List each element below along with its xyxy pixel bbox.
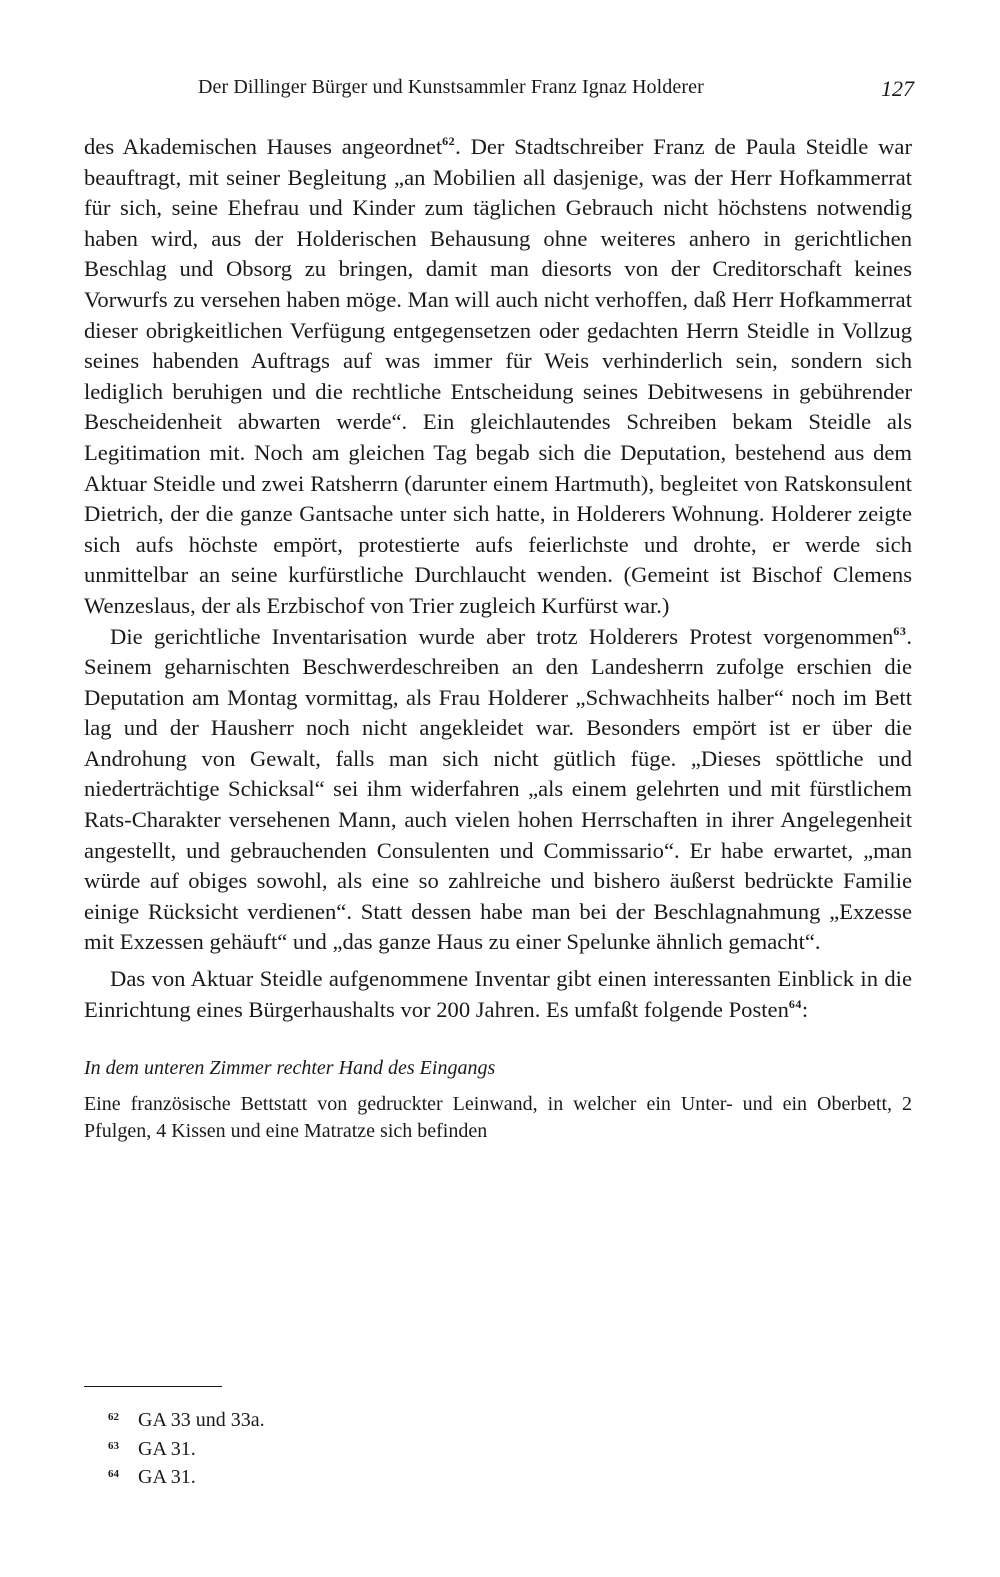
footnote-62	[108, 1408, 265, 1437]
footnote-text: GA 33 und 33a.	[138, 1409, 265, 1431]
footnote-text: GA 31.	[138, 1466, 196, 1488]
footnote-63	[108, 1437, 265, 1466]
footnote-text: GA 31.	[138, 1437, 196, 1460]
inventory-item: Eine französische Bettstatt von gedruckter Leinwand, in welcher ein Unter- und ein Oberbett, 2 Pfulgen, 4 Kissen und eine Matratze sich befinden	[84, 1093, 912, 1143]
footnote-mark: 62	[108, 1411, 119, 1423]
page-number: 127	[881, 76, 914, 101]
running-header	[84, 76, 914, 108]
body-text	[84, 132, 912, 1145]
footnote-divider	[84, 1386, 222, 1387]
footnote-ref-63[interactable]: 63	[893, 623, 907, 638]
footnote-64	[108, 1465, 265, 1494]
footnote-mark: 64	[108, 1468, 119, 1480]
footnote-ref-62[interactable]: 62	[442, 134, 456, 148]
paragraph-3: Das von Aktuar Steidle aufgenommene Inventar gibt einen interessanten Einblick in die Einrichtung eines Bürgerhaushalts vor 200 Jahren. Es umfaßt folgende Posten$^{64}$:	[84, 966, 912, 1022]
section-heading: In dem unteren Zimmer rechter Hand des Eingangs	[84, 1057, 496, 1080]
paragraph-2: Die gerichtliche Inventarisation wurde aber trotz Holderers Protest vorgenommen$^{63}$. Seinem geharnischten Beschwerdeschreiben an den Landesherrn zufolge erschien die Deputation am Montag vormittag, als Frau Holderer „Schwachheits halber“ noch im Bett lag und der Hausherr noch nicht angekleidet war. Besonders empört ist er über die Androhung von Gewalt, falls man sich nicht gütlich füge. „Dieses spöttliche und niederträchtige Schicksal“ sei ihm widerfahren „als einem gelehrten und mit fürstlichem Rats-Charakter versehenen Mann, auch vielen hohen Herrschaften in ihrer Angelegenheit angestellt, und gebrauchenden Consulenten und Commissario“. Er habe erwartet, „man würde auf obiges sowohl, als eine so zahlreiche und bishero äußerst bedrückte Familie einige Rücksicht verdienen“. Statt dessen habe man bei der Beschlagnahmung „Exzesse mit Exzessen gehäuft“ und „das ganze Haus zu einer Spelunke ähnlich gemacht“.	[84, 623, 912, 955]
running-title: Der Dillinger Bürger und Kunstsammler Franz Ignaz Holderer	[198, 76, 704, 98]
footnote-ref-64[interactable]: 64	[788, 996, 802, 1011]
footnote-mark: 63	[108, 1439, 119, 1452]
footnotes	[108, 1408, 265, 1494]
paragraph-1: des Akademischen Hauses angeordnet$^{62}$. Der Stadtschreiber Franz de Paula Steidle war beauftragt, mit seiner Begleitung „an Mobilien all dasjenige, was der Herr Hofkammerrat für sich, seine Ehefrau und Kinder zum täglichen Gebrauch nicht höchstens notwendig haben wird, aus der Holderischen Behausung ohne weiteres anhero in gerichtlichen Beschlag und Obsorg zu bringen, damit man diesorts von der Creditorschaft keines Vorwurfs zu versehen haben möge. Man will auch nicht verhoffen, daß Herr Hofkammerrat dieser obrigkeitlichen Verfügung entgegensetzen oder gedachten Herrn Steidle in Vollzug seines habenden Auftrags auf was immer für Weis verhinderlich sein, sondern sich lediglich beruhigen und die rechtliche Entscheidung seines Debitwesens in gebührender Bescheidenheit abwarten werde“. Ein gleichlautendes Schreiben bekam Steidle als Legitimation mit. Noch am gleichen Tag begab sich die Deputation, bestehend aus dem Aktuar Steidle und zwei Ratsherrn (darunter einem Hartmuth), begleitet von Ratskonsulent Dietrich, der die ganze Gantsache unter sich hatte, in Holderers Wohnung. Holderer zeigte sich aufs höchste empört, protestierte aufs feierlichste und drohte, er werde sich unmittelbar an seine kurfürstliche Durchlaucht wenden. (Gemeint ist Bischof Clemens Wenzeslaus, der als Erzbischof von Trier zugleich Kurfürst war.)	[84, 134, 912, 618]
